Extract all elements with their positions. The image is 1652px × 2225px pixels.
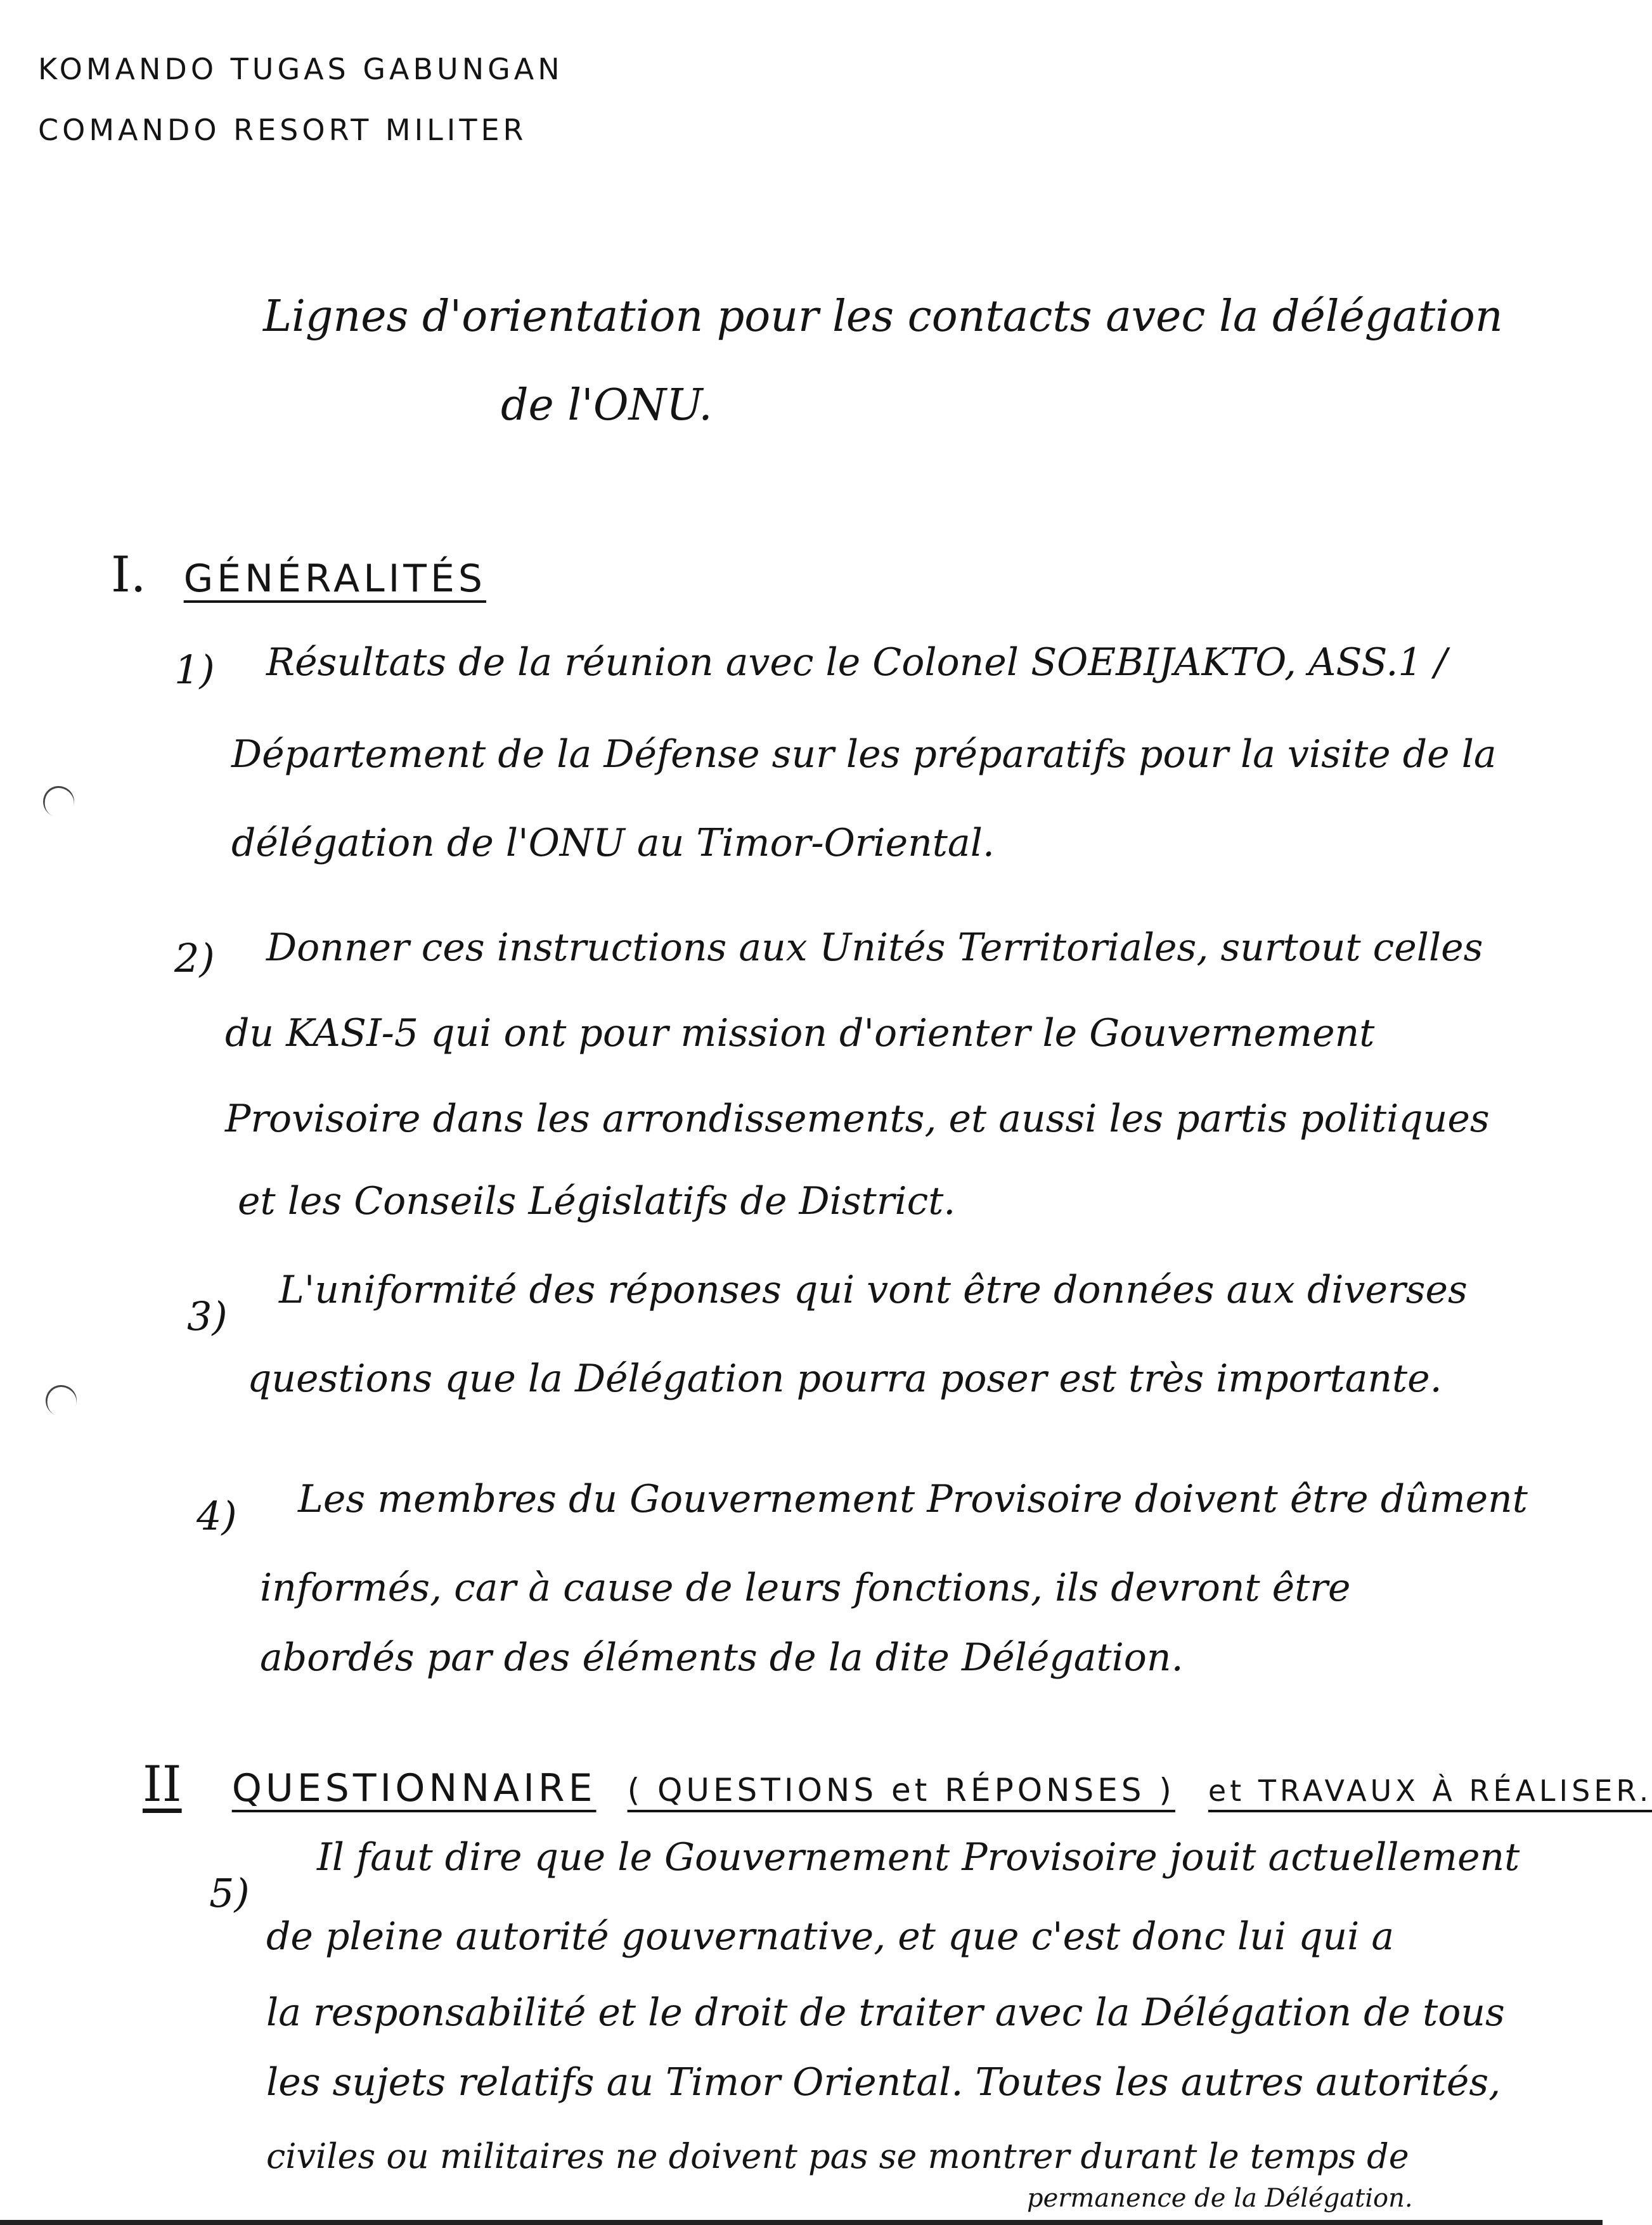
section1-title: GÉNÉRALITÉS: [183, 557, 486, 601]
item-line: délégation de l'ONU au Timor-Oriental.: [231, 821, 995, 865]
section1-heading: [111, 546, 486, 603]
section1-numeral: I.: [111, 546, 146, 603]
section2-heading: [143, 1756, 1652, 1813]
item-line: Donner ces instructions aux Unités Territoriales, surtout celles: [266, 925, 1483, 970]
section2-numeral: II: [143, 1756, 182, 1813]
scan-bottom-edge: [0, 2220, 1603, 2225]
item-number: 4): [197, 1493, 237, 1539]
section2-subtitle-text: ( QUESTIONS et RÉPONSES ): [627, 1772, 1175, 1809]
item-line: informés, car à cause de leurs fonctions, ils devront être: [260, 1566, 1351, 1610]
item-line: Il faut dire que le Gouvernement Provisoire jouit actuellement: [317, 1835, 1520, 1880]
punch-hole-mark: [41, 1381, 81, 1421]
header-command-line2: COMANDO RESORT MILITER: [38, 113, 527, 147]
item-line: de pleine autorité gouvernative, et que c'est donc lui qui a: [266, 1914, 1395, 1959]
item-number: 2): [174, 935, 215, 981]
item-line: abordés par des éléments de la dite Délégation.: [260, 1635, 1184, 1680]
item-line: civiles ou militaires ne doivent pas se montrer durant le temps de: [266, 2136, 1409, 2176]
item-line: Résultats de la réunion avec le Colonel SOEBIJAKTO, ASS.1 /: [266, 640, 1447, 685]
item-line: les sujets relatifs au Timor Oriental. Toutes les autres autorités,: [266, 2060, 1501, 2105]
item-line: questions que la Délégation pourra poser est très importante.: [247, 1357, 1442, 1401]
item-line: Les membres du Gouvernement Provisoire doivent être dûment: [298, 1477, 1528, 1521]
section2-tasks: et TRAVAUX À RÉALISER.: [1208, 1774, 1652, 1808]
item-line: L'uniformité des réponses qui vont être données aux diverses: [279, 1268, 1468, 1312]
item-line: Provisoire dans les arrondissements, et aussi les partis politiques: [225, 1097, 1490, 1141]
item-line: et les Conseils Législatifs de District.: [238, 1179, 956, 1223]
item-line: Département de la Défense sur les préparatifs pour la visite de la: [231, 732, 1497, 777]
document-title-line2: de l'ONU.: [501, 380, 713, 430]
item-line: la responsabilité et le droit de traiter avec la Délégation de tous: [266, 1990, 1505, 2035]
header-command-line1: KOMANDO TUGAS GABUNGAN: [38, 52, 564, 86]
document-title-line1: Lignes d'orientation pour les contacts avec la délégation: [263, 292, 1503, 342]
item-number: 1): [174, 647, 215, 693]
item-line: du KASI-5 qui ont pour mission d'orienter le Gouvernement: [225, 1011, 1375, 1055]
section2-title: QUESTIONNAIRE: [231, 1766, 597, 1810]
item-line: permanence de la Délégation.: [1027, 2184, 1413, 2213]
punch-hole-mark: [39, 782, 79, 822]
item-number: 5): [209, 1870, 250, 1916]
section2-subtitle: [628, 1772, 1189, 1809]
item-number: 3): [187, 1293, 228, 1339]
